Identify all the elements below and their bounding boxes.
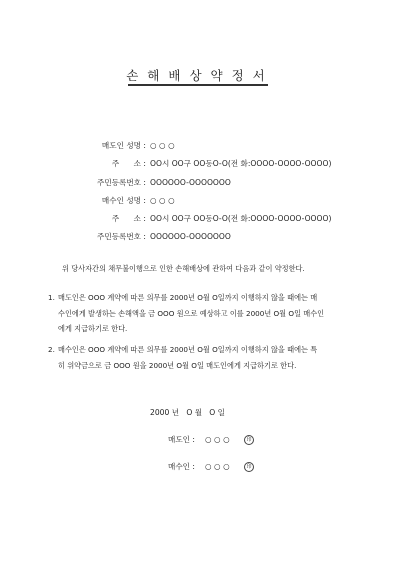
seller-name-label: 매도인 성명 : bbox=[101, 141, 146, 150]
seller-id-label: 주민등록번호 : bbox=[97, 178, 146, 187]
seller-seal-icon: 印 bbox=[244, 435, 254, 445]
seller-address-label: 주 소 : bbox=[111, 159, 146, 168]
document-title: 손해배상약정서 bbox=[126, 68, 274, 83]
title-underline bbox=[128, 84, 268, 86]
buyer-seal-icon: 印 bbox=[244, 462, 254, 472]
intro-paragraph: 위 당사자간의 채무불이행으로 인한 손해배상에 관하여 다음과 같이 약정한다. bbox=[62, 264, 305, 273]
document-date: 2000 년 O 월 O 일 bbox=[150, 408, 226, 417]
clause-2-line-1: 매수인은 OOO 계약에 따른 의무를 2000년 O월 O일까지 이행하지 않을 때에는 특 bbox=[58, 345, 318, 354]
buyer-signature-label: 매수인 : bbox=[168, 462, 195, 471]
seller-name-value: ○ ○ ○ bbox=[150, 141, 175, 150]
clause-1-line-3: 에게 지급하기로 한다. bbox=[58, 324, 128, 333]
buyer-id-label: 주민등록번호 : bbox=[97, 232, 146, 241]
buyer-name-label: 매수인 성명 : bbox=[101, 196, 146, 205]
clause-2 bbox=[48, 342, 368, 374]
buyer-name-value: ○ ○ ○ bbox=[150, 196, 175, 205]
seller-signature-label: 매도인 : bbox=[168, 435, 195, 444]
clause-2-number: 2. bbox=[48, 345, 55, 354]
seller-address-value: OO시 OO구 OO동O-O(전 화:OOOO-OOOO-OOOO) bbox=[150, 159, 332, 168]
seller-id-value: OOOOOO-OOOOOOO bbox=[150, 178, 231, 187]
clause-2-line-2: 히 위약금으로 금 OOO 원을 2000년 O월 O일 매도인에게 지급하기로 한다. bbox=[58, 360, 297, 370]
buyer-address-value: OO시 OO구 OO동O-O(전 화:OOOO-OOOO-OOOO) bbox=[150, 214, 332, 223]
buyer-address-label: 주 소 : bbox=[111, 214, 146, 223]
buyer-id-value: OOOOOO-OOOOOOO bbox=[150, 232, 231, 241]
clause-1-number: 1. bbox=[48, 293, 55, 302]
clause-1-line-1: 매도인은 OOO 계약에 따른 의무를 2000년 O월 O일까지 이행하지 않을 때에는 매 bbox=[58, 293, 318, 302]
buyer-signature-name: ○ ○ ○ bbox=[205, 462, 230, 471]
clause-1 bbox=[48, 290, 368, 338]
clause-1-line-2: 수인에게 발생하는 손해액을 금 OOO 원으로 예상하고 이를 2000년 O월 O일 매수인 bbox=[58, 308, 325, 318]
seller-signature-name: ○ ○ ○ bbox=[205, 435, 230, 444]
